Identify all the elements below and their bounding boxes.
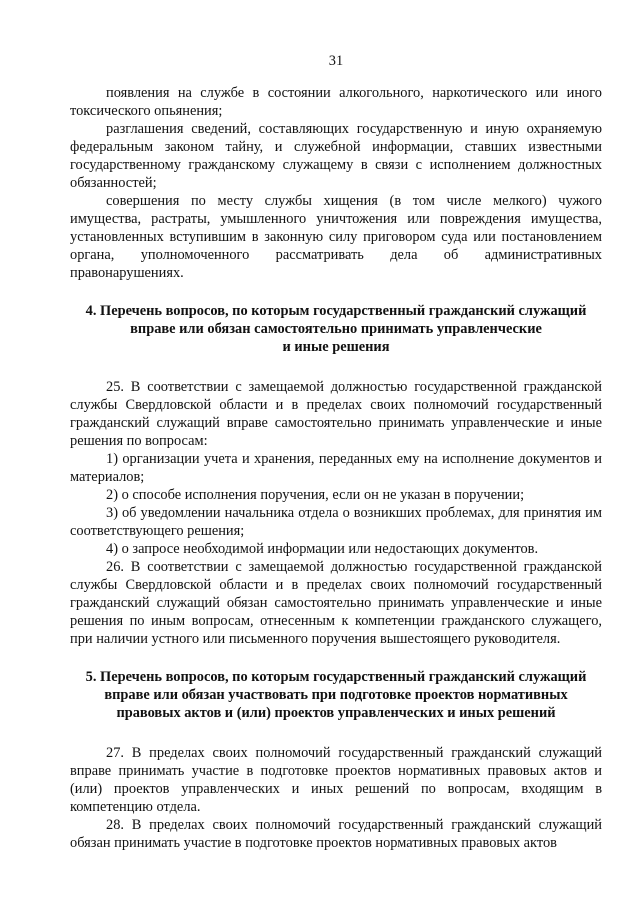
heading-line: 4. Перечень вопросов, по которым государственный гражданский служащий — [85, 303, 587, 319]
section-4-body — [70, 378, 602, 648]
heading-line: и иные решения — [282, 339, 390, 355]
paragraph: совершения по месту службы хищения (в том числе мелкого) чужого имущества, растраты, умышленного уничтожения или повреждения имущества, установленных вступившим в законную силу приговором суда или постановлением органа, уполномоченного рассматривать дела об административных правонарушениях. — [70, 193, 602, 281]
section-4-heading — [70, 302, 602, 356]
section-5-heading — [70, 668, 602, 722]
list-item: 2) о способе исполнения поручения, если он не указан в поручении; — [106, 487, 525, 503]
page-number: 31 — [328, 53, 344, 69]
list-item: 1) организации учета и хранения, переданных ему на исполнение документов и материалов; — [70, 451, 602, 485]
list-item: 4) о запросе необходимой информации или недостающих документов. — [106, 541, 539, 557]
section-5-body — [70, 744, 602, 852]
paragraph: 26. В соответствии с замещаемой должностью государственной гражданской службы Свердловской области и в пределах своих полномочий государственный гражданский служащий обязан самостоятельно принимать управленческие и иные решения по иным вопросам, отнесенным к компетенции гражданского служащего, при наличии устного или письменного поручения вышестоящего руководителя. — [70, 559, 602, 647]
paragraph: 25. В соответствии с замещаемой должностью государственной гражданской службы Свердловской области и в пределах своих полномочий государственный гражданский служащий вправе самостоятельно принимать управленческие и иные решения по вопросам: — [70, 379, 602, 449]
paragraph: 27. В пределах своих полномочий государственный гражданский служащий вправе принимать участие в подготовке проектов нормативных правовых актов и (или) проектов управленческих и иных решений по вопросам, входящим в компетенцию отдела. — [70, 745, 602, 815]
heading-line: вправе или обязан самостоятельно принимать управленческие — [130, 321, 542, 337]
heading-line: правовых актов и (или) проектов управленческих и иных решений — [116, 705, 556, 721]
paragraph: 28. В пределах своих полномочий государственный гражданский служащий обязан принимать участие в подготовке проектов нормативных правовых актов — [70, 817, 602, 851]
list-item: 3) об уведомлении начальника отдела о возникших проблемах, для принятия им соответствующего решения; — [70, 505, 602, 539]
intro-text — [70, 84, 602, 282]
heading-line: 5. Перечень вопросов, по которым государственный гражданский служащий — [85, 669, 587, 685]
paragraph: разглашения сведений, составляющих государственную и иную охраняемую федеральным законом тайну, и служебной информации, ставших известными государственному гражданскому служащему в связи с исполнением должностных обязанностей; — [70, 121, 602, 191]
paragraph: появления на службе в состоянии алкогольного, наркотического или иного токсического опьянения; — [70, 85, 602, 119]
heading-line: вправе или обязан участвовать при подготовке проектов нормативных — [104, 687, 568, 703]
